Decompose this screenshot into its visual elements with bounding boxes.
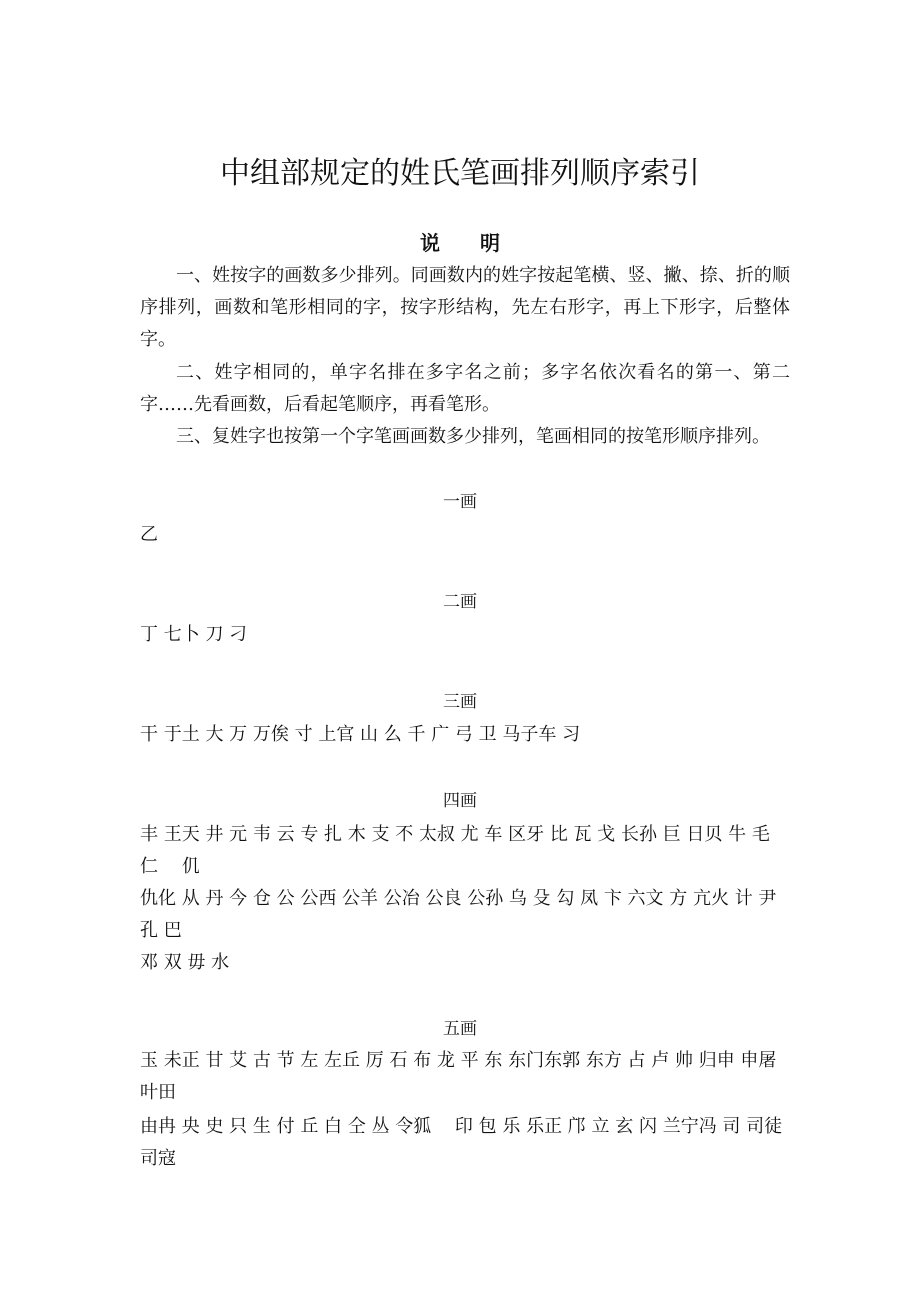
surname-line: 由冉 央 史 只 生 付 丘 白 仝 丛 令狐 印 包 乐 乐正 邝 立 玄 闪 兰宁冯 司 司徒 司寇 bbox=[140, 1116, 783, 1169]
explanation-paragraph-3: 三、复姓字也按第一个字笔画画数多少排列，笔画相同的按笔形顺序排列。 bbox=[176, 426, 770, 447]
surname-line: 乙 bbox=[140, 524, 158, 545]
section-heading-stroke-2: 二画 bbox=[443, 592, 477, 612]
section-heading-stroke-1: 一画 bbox=[443, 492, 477, 512]
explanation-paragraph-1: 一、姓按字的画数多少排列。同画数内的姓字按起笔横、竖、撇、捺、折的顺序排列，画数和笔形相同的字，按字形结构，先左右形字，再上下形字，后整体字。 bbox=[140, 265, 790, 350]
surname-line: 丁 七卜 刀 刁 bbox=[140, 624, 248, 645]
section-heading-stroke-4: 四画 bbox=[443, 791, 477, 811]
section-heading-stroke-3: 三画 bbox=[443, 692, 477, 712]
surname-line: 丰 王天 井 元 韦 云 专 扎 木 支 不 太叔 尤 车 区牙 比 瓦 戈 长孙 巨 日贝 牛 毛 仁 仉 bbox=[140, 824, 770, 877]
explanation-paragraph-2: 二、姓字相同的，单字名排在多字名之前；多字名依次看名的第一、第二字……先看画数，后看起笔顺序，再看笔形。 bbox=[140, 362, 790, 415]
surname-line: 邓 双 毋 水 bbox=[140, 952, 230, 973]
document-title: 中组部规定的姓氏笔画排列顺序索引 bbox=[220, 156, 700, 191]
section-heading-stroke-5: 五画 bbox=[443, 1019, 477, 1039]
surname-line: 干 于土 大 万 万俟 寸 上官 山 么 千 广 弓 卫 马子车 习 bbox=[140, 724, 581, 745]
surname-line: 仇化 从 丹 今 仓 公 公西 公羊 公冶 公良 公孙 乌 殳 勾 凤 卞 六文 方 亢火 计 尹 孔 巴 bbox=[140, 888, 777, 941]
surname-line: 玉 未正 甘 艾 古 节 左 左丘 厉 石 布 龙 平 东 东门东郭 东方 占 卢 帅 归申 申屠 叶田 bbox=[140, 1050, 801, 1103]
explanation-heading: 说 明 bbox=[420, 231, 500, 255]
